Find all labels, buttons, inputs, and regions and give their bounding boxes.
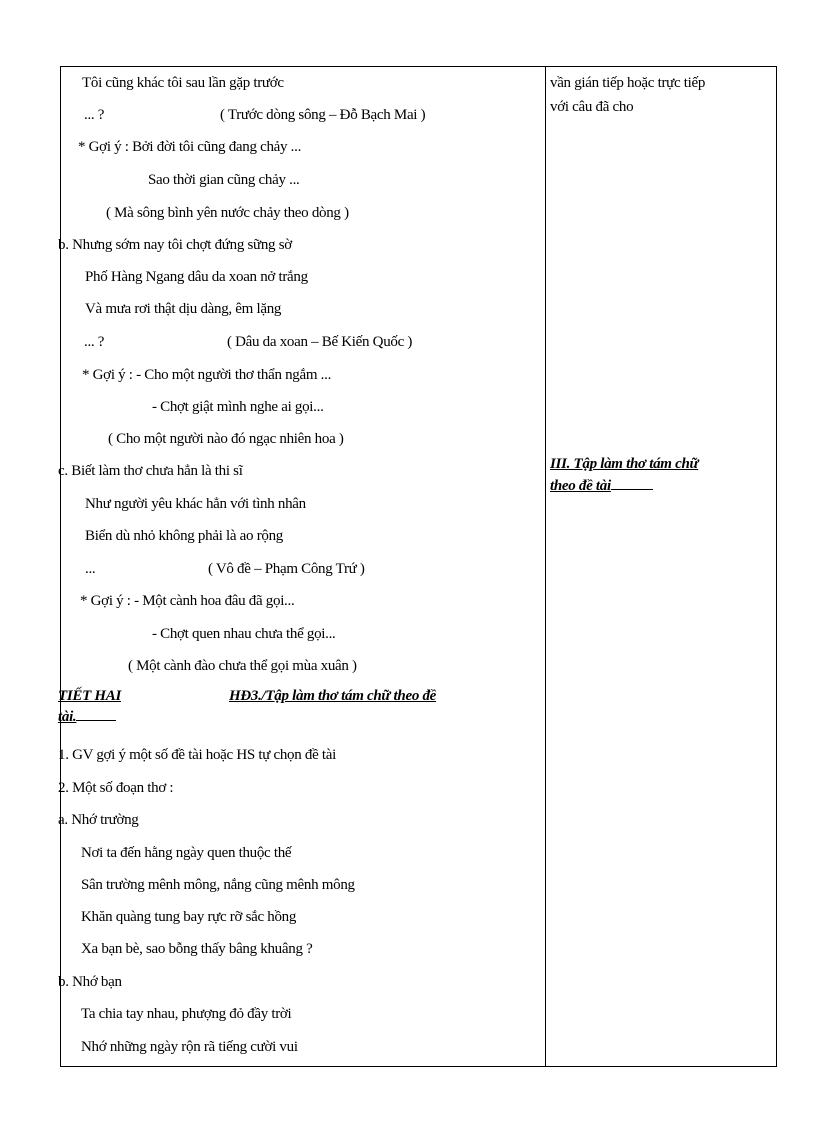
section-heading-iii-continued — [550, 475, 653, 495]
exercise-item-b: b. Nhưng sớm nay tôi chợt đứng sững sờ — [58, 237, 292, 253]
underline-blank — [611, 475, 653, 490]
hint-line: * Gợi ý : Bởi đời tôi cũng đang chảy ... — [78, 139, 302, 155]
ellipsis-question: ... — [85, 561, 96, 577]
activity-heading-tail: tài. — [58, 709, 77, 725]
poem-line: Ta chia tay nhau, phượng đỏ đầy trời — [81, 1006, 292, 1022]
section-heading-iii: III. Tập làm thơ tám chữ — [550, 456, 699, 472]
note-line: với câu đã cho — [550, 99, 634, 115]
poem-title-a: a. Nhớ trường — [58, 812, 139, 828]
poem-line: Xa bạn bè, sao bỗng thấy bâng khuâng ? — [81, 941, 313, 957]
poem-line: Phố Hàng Ngang dâu da xoan nở trắng — [85, 269, 308, 285]
poem-source: ( Trước dòng sông – Đỗ Bạch Mai ) — [220, 107, 426, 123]
poem-line: Và mưa rơi thật dịu dàng, êm lặng — [85, 301, 282, 317]
hint-line: - Chợt giật mình nghe ai gọi... — [152, 399, 324, 415]
hint-line: Sao thời gian cũng chảy ... — [148, 172, 300, 188]
poem-source: ( Vô đề – Phạm Công Trứ ) — [208, 561, 365, 577]
poem-line: Nơi ta đến hằng ngày quen thuộc thế — [81, 845, 292, 861]
poem-line: Khăn quàng tung bay rực rỡ sắc hồng — [81, 909, 297, 925]
answer-line: ( Mà sông bình yên nước chảy theo dòng ) — [106, 205, 349, 221]
ellipsis-question: ... ? — [84, 334, 105, 350]
column-divider — [545, 67, 546, 1066]
activity-heading-hd3: HĐ3./Tập làm thơ tám chữ theo đề — [229, 688, 437, 704]
ellipsis-question: ... ? — [84, 107, 105, 123]
poem-title-b: b. Nhớ bạn — [58, 974, 122, 990]
instruction-line: 1. GV gợi ý một số đề tài hoặc HS tự chọn đề tài — [58, 747, 337, 763]
poem-line: Như người yêu khác hẳn với tình nhân — [85, 496, 306, 512]
hint-line: - Chợt quen nhau chưa thể gọi... — [152, 626, 336, 642]
poem-line: Sân trường mênh mông, nắng cũng mênh mông — [81, 877, 355, 893]
section-heading-iii-tail: theo đề tài — [550, 478, 611, 494]
note-line: vần gián tiếp hoặc trực tiếp — [550, 75, 706, 91]
poem-source: ( Dâu da xoan – Bế Kiến Quốc ) — [227, 334, 413, 350]
poem-line: Biển dù nhỏ không phải là ao rộng — [85, 528, 283, 544]
section-title-tiet-hai: TIẾT HAI — [58, 688, 122, 704]
exercise-item-c: c. Biết làm thơ chưa hẳn là thi sĩ — [58, 463, 243, 479]
underline-blank — [76, 706, 116, 721]
hint-line: * Gợi ý : - Một cành hoa đâu đã gọi... — [80, 593, 295, 609]
hint-line: * Gợi ý : - Cho một người thơ thẩn ngắm ... — [82, 367, 332, 383]
activity-heading-continued — [58, 706, 116, 726]
instruction-line: 2. Một số đoạn thơ : — [58, 780, 174, 796]
answer-line: ( Cho một người nào đó ngạc nhiên hoa ) — [108, 431, 344, 447]
lesson-table — [60, 66, 777, 1067]
poem-line: Nhớ những ngày rộn rã tiếng cười vui — [81, 1039, 298, 1055]
poem-line: Tôi cũng khác tôi sau lần gặp trước — [82, 75, 284, 91]
answer-line: ( Một cành đào chưa thể gọi mùa xuân ) — [128, 658, 357, 674]
